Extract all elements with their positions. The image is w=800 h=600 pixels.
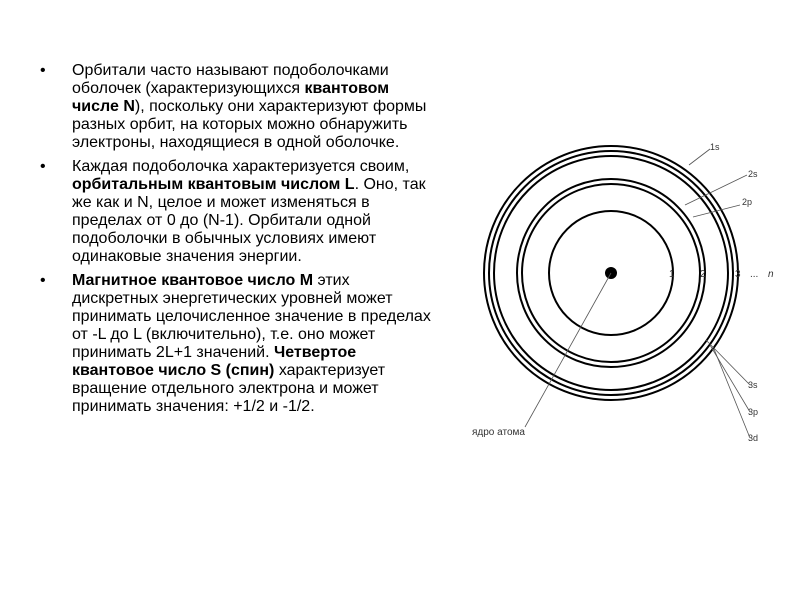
label-3s: 3s (748, 380, 758, 390)
label-2p: 2p (742, 197, 753, 207)
bullet-dot: • (40, 62, 46, 79)
label-3d: 3d (748, 433, 759, 443)
bullet-text-part: характеризует вращение отдельного электрона и может принимать значения: +1/2 и -1/2. (72, 362, 386, 415)
bullet-text-part: Каждая подоболочка характеризуется своим, (72, 158, 410, 175)
bullet-item (40, 272, 440, 416)
bullet-bold-text: Магнитное квантовое число М (72, 272, 314, 289)
bullet-text-part: . Оно, так же как и N, целое и может изменяться в пределах от 0 до (N-1). Орбитали одной подоболочки в обычных условиях имеют одинаковые значения энергии. (72, 176, 426, 265)
ellipsis: ... (750, 269, 759, 280)
bullet-dot: • (40, 272, 46, 289)
bullet-bold-text: орбитальным квантовым числом L (72, 176, 355, 193)
bullet-dot: • (40, 158, 46, 175)
shell-number-2: 2 (700, 269, 706, 280)
bullet-text-part: этих дискретных энергетических уровней может принимать целочисленное значение в пределах от -L до L (включительно), т.е. оно может принимать 2L+1 значений. (72, 272, 431, 361)
shell-number-1: 1 (669, 269, 675, 280)
bullet-text-part: Орбитали часто называют подоболочками оболочек (характеризующихся (72, 62, 389, 97)
bullet-text (72, 158, 426, 265)
bullet-list (40, 62, 440, 422)
bullet-item (40, 62, 440, 152)
nucleus-label: ядро атома (472, 427, 525, 438)
label-2s: 2s (748, 169, 758, 179)
bullet-bold-text: квантовом числе N (72, 80, 390, 115)
bullet-text (72, 62, 426, 151)
label-3p: 3p (748, 407, 759, 417)
shell-number-3: 3 (735, 269, 741, 280)
bullet-bold-text: Четвертое квантовое число S (спин) (72, 344, 357, 379)
bullet-item (40, 158, 440, 266)
label-1s: 1s (710, 142, 720, 152)
atom-orbit-diagram (470, 125, 800, 465)
bullet-text-part: ), поскольку они характеризуют формы разных орбит, на которых можно обнаружить электроны, находящиеся в одной оболочке. (72, 98, 427, 151)
n-label: n (768, 269, 774, 280)
bullet-text (72, 272, 431, 415)
